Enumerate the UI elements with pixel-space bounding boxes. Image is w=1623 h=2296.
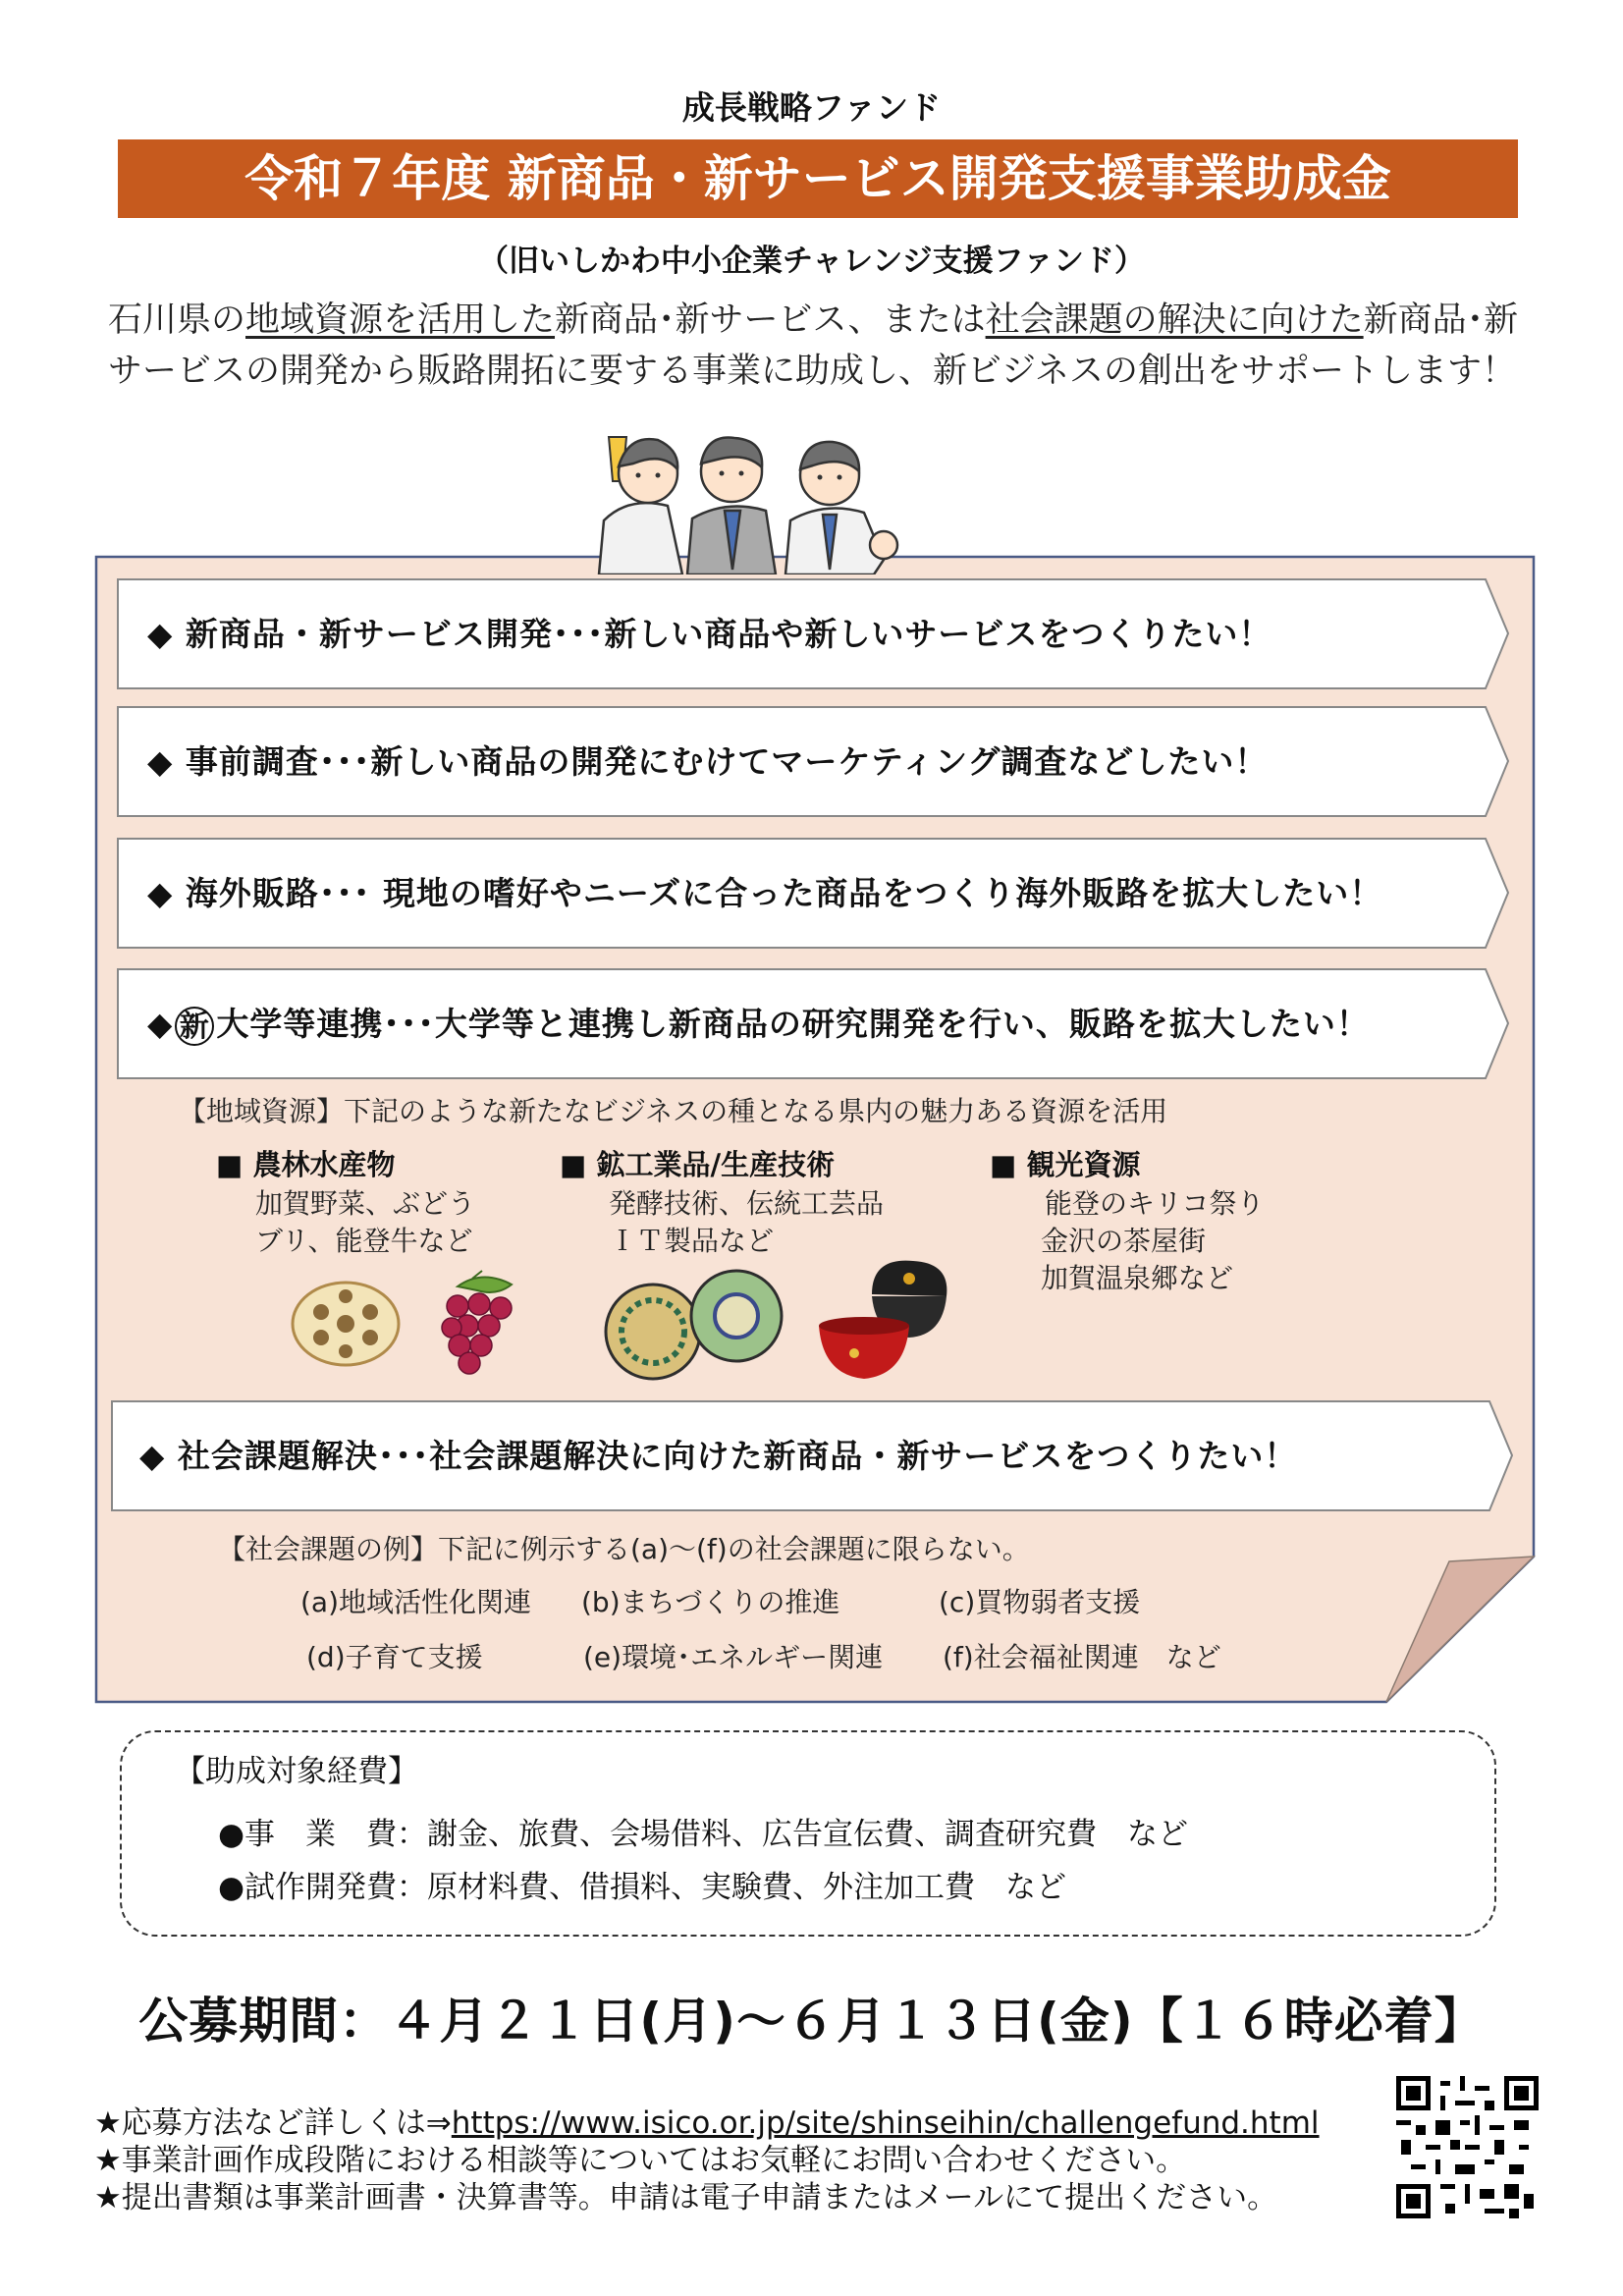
banner-text: ◆ 海外販路･･･ 現地の嗜好やニーズに合った商品をつくり海外販路を拡大したい！: [147, 874, 1383, 912]
social-example: (d)子育て支援: [306, 1641, 483, 1673]
category-heading: ■ 農林水産物: [216, 1148, 396, 1181]
banner-new-product: [116, 577, 1510, 690]
business-people-illustration: [589, 412, 923, 574]
category-line: ＩＴ製品など: [609, 1225, 775, 1257]
new-badge: 新: [175, 1007, 214, 1046]
category-line: ブリ、能登牛など: [255, 1225, 473, 1257]
social-issues-note: 【社会課題の例】下記に例示する(a)～(f)の社会課題に限らない。: [218, 1533, 1030, 1565]
category-line: 金沢の茶屋街: [1041, 1225, 1207, 1257]
banner-text: [147, 967, 1370, 1080]
eligible-costs-title: 【助成対象経費】: [175, 1754, 418, 1789]
category-line: 能登のキリコ祭り: [1045, 1187, 1265, 1220]
social-example: (f)社会福祉関連 など: [943, 1641, 1221, 1673]
details-link[interactable]: https://www.isico.or.jp/site/shinseihin/challengefund.html: [451, 2105, 1320, 2141]
lacquerware-illustration: [815, 1257, 952, 1385]
banner-body: 大学等連携･･･大学等と連携し新商品の研究開発を行い、販路を拡大したい！: [216, 1005, 1370, 1043]
footer-details-label: ★応募方法など詳しくは⇒: [94, 2105, 452, 2141]
category-heading: ■ 鉱工業品/生産技術: [560, 1148, 836, 1181]
intro-underline-2: 社会課題の解決に向けた: [985, 301, 1364, 340]
kutani-plates-illustration: [599, 1255, 790, 1388]
category-line: 加賀野菜、ぶどう: [255, 1187, 476, 1220]
social-example: (c)買物弱者支援: [939, 1586, 1141, 1618]
page-title: 令和７年度 新商品・新サービス開発支援事業助成金: [118, 139, 1518, 218]
banner-text: ◆ 社会課題解決･･･社会課題解決に向けた新商品・新サービスをつくりたい！: [139, 1437, 1298, 1475]
intro-paragraph: [108, 295, 1522, 397]
social-example: (a)地域活性化関連: [300, 1586, 532, 1618]
banner-text: ◆ 新商品・新サービス開発･･･新しい商品や新しいサービスをつくりたい！: [147, 615, 1272, 653]
cost-line-prototype: ●試作開発費：原材料費、借損料、実験費、外注加工費 など: [218, 1870, 1067, 1905]
regional-resources-note: 【地域資源】下記のような新たなビジネスの種となる県内の魅力ある資源を活用: [179, 1095, 1168, 1127]
category-line: 発酵技術、伝統工芸品: [609, 1187, 885, 1220]
intro-text-1: 石川県の: [108, 301, 246, 340]
category-line: 加賀温泉郷など: [1041, 1262, 1234, 1294]
category-industrial: [560, 1143, 884, 1260]
grape-illustration: [428, 1269, 526, 1382]
intro-underline-1: 地域資源を活用した: [245, 301, 556, 340]
intro-text-2: 新商品･新サービス、または: [555, 301, 986, 340]
social-example: (b)まちづくりの推進: [581, 1586, 840, 1618]
lotus-root-illustration: [287, 1275, 405, 1373]
footer-line-consultation: ★事業計画作成段階における相談等についてはお気軽にお問い合わせください。: [94, 2143, 1187, 2178]
subtitle: （旧いしかわ中小企業チャレンジ支援ファンド）: [478, 244, 1145, 279]
qr-code[interactable]: [1396, 2076, 1539, 2218]
category-heading: ■ 観光資源: [990, 1148, 1141, 1181]
cost-line-business: ●事 業 費：謝金、旅費、会場借料、広告宣伝費、調査研究費 など: [218, 1817, 1189, 1852]
banner-social-issues: [110, 1399, 1504, 1512]
social-example: (e)環境･エネルギー関連: [583, 1641, 884, 1673]
application-period: 公募期間：４月２１日(月)～６月１３日(金)【１６時必着】: [138, 1993, 1485, 2050]
intro-text-3: 新商品･新サービスの開発から販路開拓に要する事業に助成し、新ビジネスの創出をサポートします！: [108, 301, 1519, 391]
fund-label: 成長戦略ファンド: [681, 88, 942, 127]
category-tourism: [990, 1143, 1264, 1297]
diamond-bullet: ◆: [147, 1005, 174, 1043]
banner-text: ◆ 事前調査･･･新しい商品の開発にむけてマーケティング調査などしたい！: [147, 742, 1269, 781]
footer-line-submission: ★提出書類は事業計画書・決算書等。申請は電子申請またはメールにて提出ください。: [94, 2180, 1278, 2215]
banner-pre-research: [116, 705, 1510, 818]
category-agriculture: [216, 1143, 475, 1260]
banner-overseas-sales: [116, 837, 1510, 950]
banner-university-collaboration: [116, 967, 1510, 1080]
